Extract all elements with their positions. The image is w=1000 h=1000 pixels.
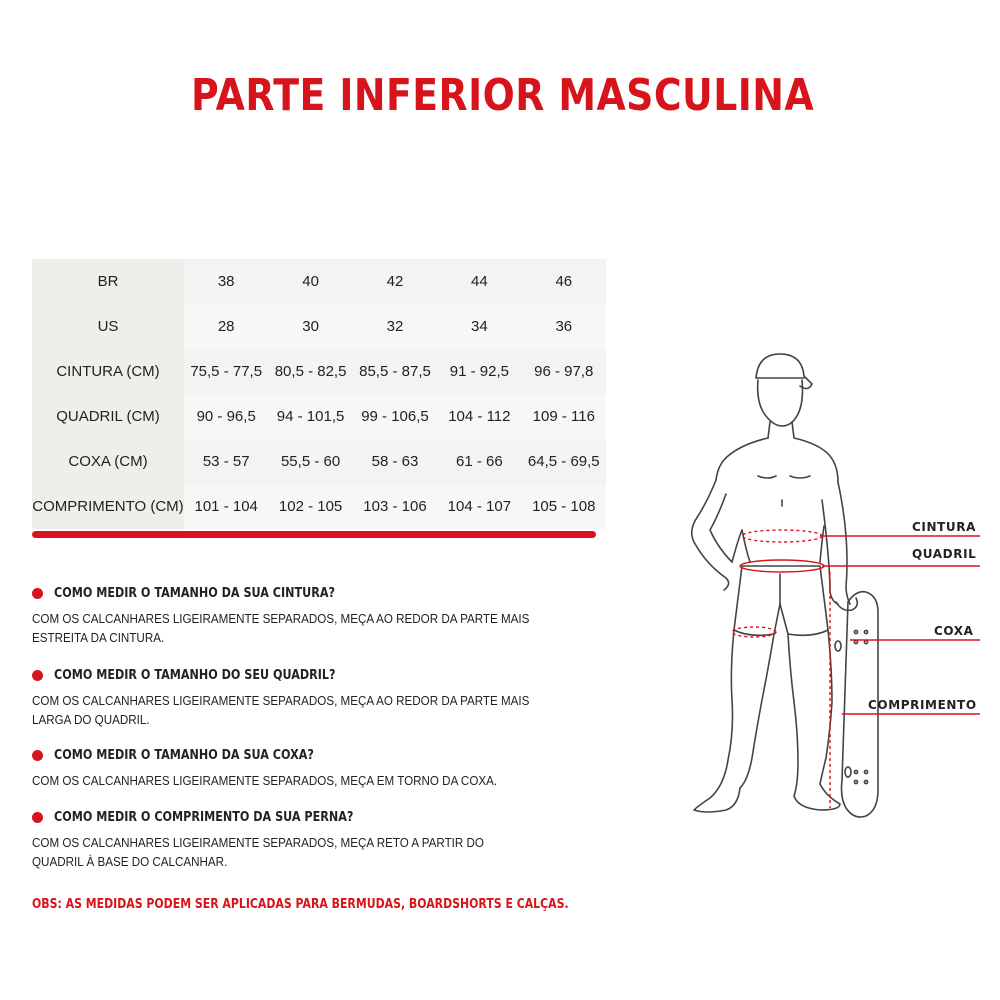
label-waist: CINTURA: [912, 520, 976, 534]
guide-item-hip: [32, 664, 572, 730]
size-cell: 53 - 57: [184, 439, 268, 484]
guide-item-waist: [32, 582, 572, 648]
row-label: BR: [32, 259, 184, 304]
guide-answer: COM OS CALCANHARES LIGEIRAMENTE SEPARADOS, MEÇA RETO A PARTIR DO QUADRIL À BASE DO CALCANHAR.: [32, 836, 484, 869]
guide-item-thigh: [32, 744, 572, 791]
table-accent-bar: [32, 531, 596, 538]
size-cell: 96 - 97,8: [522, 349, 606, 394]
size-cell: 109 - 116: [522, 394, 606, 439]
size-cell: 101 - 104: [184, 484, 268, 529]
size-cell: 64,5 - 69,5: [522, 439, 606, 484]
guide-question: COMO MEDIR O TAMANHO DA SUA COXA?: [54, 747, 314, 763]
size-table: [32, 259, 606, 529]
size-cell: 46: [522, 259, 606, 304]
row-label: US: [32, 304, 184, 349]
cap-icon: [756, 354, 812, 389]
size-cell: 32: [353, 304, 437, 349]
guide-item-length: [32, 806, 572, 872]
label-length: COMPRIMENTO: [868, 698, 977, 712]
guide-answer: COM OS CALCANHARES LIGEIRAMENTE SEPARADOS, MEÇA AO REDOR DA PARTE MAIS LARGA DO QUADRIL.: [32, 694, 530, 727]
table-row: [32, 484, 606, 529]
bullet-dot-icon: [32, 812, 43, 823]
size-cell: 99 - 106,5: [353, 394, 437, 439]
size-cell: 34: [437, 304, 521, 349]
size-cell: 61 - 66: [437, 439, 521, 484]
table-row: [32, 349, 606, 394]
label-thigh: COXA: [934, 624, 974, 638]
size-cell: 90 - 96,5: [184, 394, 268, 439]
size-cell: 28: [184, 304, 268, 349]
size-cell: 44: [437, 259, 521, 304]
size-cell: 94 - 101,5: [268, 394, 352, 439]
table-row: [32, 304, 606, 349]
row-label: CINTURA (CM): [32, 349, 184, 394]
man-with-skateboard-illustration: [670, 340, 980, 840]
table-row: [32, 394, 606, 439]
guide-question: COMO MEDIR O TAMANHO DO SEU QUADRIL?: [54, 667, 336, 683]
note-text: OBS: AS MEDIDAS PODEM SER APLICADAS PARA BERMUDAS, BOARDSHORTS E CALÇAS.: [32, 897, 569, 912]
bullet-dot-icon: [32, 670, 43, 681]
size-cell: 105 - 108: [522, 484, 606, 529]
size-cell: 91 - 92,5: [437, 349, 521, 394]
size-cell: 103 - 106: [353, 484, 437, 529]
size-cell: 102 - 105: [268, 484, 352, 529]
size-cell: 30: [268, 304, 352, 349]
row-label: COXA (CM): [32, 439, 184, 484]
row-label: QUADRIL (CM): [32, 394, 184, 439]
figure-panel: [670, 340, 980, 840]
table-row: [32, 439, 606, 484]
table-row: [32, 259, 606, 304]
size-cell: 75,5 - 77,5: [184, 349, 268, 394]
guide-question: COMO MEDIR O TAMANHO DA SUA CINTURA?: [54, 585, 335, 601]
size-cell: 40: [268, 259, 352, 304]
size-cell: 104 - 112: [437, 394, 521, 439]
guide-question: COMO MEDIR O COMPRIMENTO DA SUA PERNA?: [54, 809, 354, 825]
row-label: COMPRIMENTO (CM): [32, 484, 184, 529]
size-cell: 55,5 - 60: [268, 439, 352, 484]
page-title: PARTE INFERIOR MASCULINA: [190, 70, 815, 121]
bullet-dot-icon: [32, 750, 43, 761]
bullet-dot-icon: [32, 588, 43, 599]
size-cell: 58 - 63: [353, 439, 437, 484]
size-cell: 38: [184, 259, 268, 304]
size-cell: 104 - 107: [437, 484, 521, 529]
size-cell: 85,5 - 87,5: [353, 349, 437, 394]
guide-answer: COM OS CALCANHARES LIGEIRAMENTE SEPARADOS, MEÇA AO REDOR DA PARTE MAIS ESTREITA DA CINTURA.: [32, 612, 530, 645]
size-cell: 80,5 - 82,5: [268, 349, 352, 394]
size-cell: 36: [522, 304, 606, 349]
label-hip: QUADRIL: [912, 547, 977, 561]
guide-answer: COM OS CALCANHARES LIGEIRAMENTE SEPARADOS, MEÇA EM TORNO DA COXA.: [32, 774, 498, 788]
size-cell: 42: [353, 259, 437, 304]
